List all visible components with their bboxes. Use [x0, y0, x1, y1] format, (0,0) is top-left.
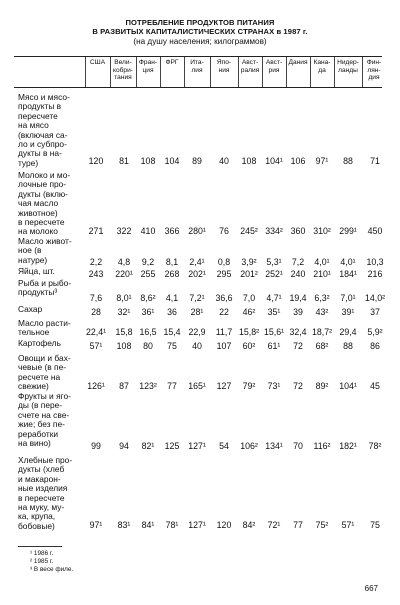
table-cell: 75 [167, 341, 177, 351]
table-cell: 11,7 [215, 327, 233, 337]
row-label-line: Фрукты и яго- [18, 391, 71, 401]
row-label-line: Мясо и мясо- [18, 92, 70, 102]
column-header-line: дия [368, 74, 380, 82]
table-cell: 127¹ [188, 520, 206, 530]
table-cell: 22,4¹ [85, 327, 107, 337]
table-cell: 6,3² [314, 293, 330, 303]
table-cell: 88 [343, 156, 353, 166]
table-cell: 243 [88, 269, 104, 279]
row-label-line: (включая са- [18, 129, 68, 140]
table-cell: 271 [88, 226, 104, 236]
column-header-line: лия [191, 66, 203, 74]
table-cell: 9,2 [141, 257, 155, 267]
column-header [334, 59, 362, 74]
row-label-line: Овощи и бах- [18, 353, 71, 363]
table-cell: 7,0¹ [340, 293, 356, 303]
table-cell: 45 [370, 381, 380, 391]
table-cell: 334² [265, 226, 283, 236]
footnote-rule [18, 546, 62, 547]
table-cell: 77 [167, 381, 177, 391]
column-header-line: лян- [367, 66, 381, 74]
row-label-line: пересчете [18, 110, 58, 121]
table-cell: 310² [313, 226, 331, 236]
table-cell: 18,7² [311, 327, 333, 337]
table-cell: 99 [91, 441, 101, 451]
table-cell: 89 [192, 156, 202, 166]
row-label-line: на муку, му- [18, 502, 65, 513]
table-cell: 16,5 [139, 327, 157, 337]
table-cell: 2,4¹ [189, 257, 205, 267]
row-label [18, 354, 88, 392]
table-cell: 72 [293, 341, 303, 351]
table-cell: 2,2 [89, 257, 103, 267]
table-cell: 82¹ [141, 441, 155, 451]
table-cell: 104 [164, 156, 180, 166]
row-label-line: туре) [18, 157, 39, 168]
table-cell: 104¹ [339, 381, 357, 391]
table-cell: 220¹ [115, 269, 133, 279]
table-cell: 80 [143, 341, 153, 351]
table-cell: 37 [370, 307, 380, 317]
column-header-line: Кана- [313, 59, 331, 66]
row-label-line: натуре) [18, 254, 48, 265]
table-cell: 7,6 [89, 293, 103, 303]
table-cell: 72¹ [267, 520, 281, 530]
column-header-line: США [89, 59, 106, 66]
table-cell: 76 [219, 226, 229, 236]
table-cell: 7,2¹ [189, 293, 205, 303]
column-header [184, 59, 210, 74]
table-cell: 7,2 [291, 257, 305, 267]
row-label [18, 456, 88, 531]
table-cell: 22,9 [188, 327, 206, 337]
table-cell: 15,6¹ [263, 327, 285, 337]
column-header-line: да [318, 66, 326, 74]
row-label-line: в пересчете [18, 492, 65, 503]
table-cell: 22 [219, 307, 229, 317]
row-label-line: Масло расти- [18, 318, 71, 328]
table-cell: 39¹ [341, 307, 355, 317]
table-cell: 322 [116, 226, 132, 236]
table-cell: 40 [219, 156, 229, 166]
row-label-line: ное (в [18, 245, 42, 256]
column-header-line: ланды [338, 66, 358, 74]
table-cell: 125 [164, 441, 180, 451]
table-cell: 450 [367, 226, 383, 236]
column-header [362, 59, 386, 82]
table-cell: 54 [219, 441, 229, 451]
row-label-line: продукты³ [18, 287, 58, 298]
footnote: ³ В весе филе. [30, 566, 74, 573]
table-cell: 299¹ [339, 226, 357, 236]
table-cell: 36,6 [215, 293, 233, 303]
table-cell: 60² [242, 341, 256, 351]
column-header [262, 59, 286, 74]
table-cell: 75² [315, 520, 329, 530]
row-label-line: дукты (вклю- [18, 188, 68, 199]
table-title-line-1: ПОТРЕБЛЕНИЕ ПРОДУКТОВ ПИТАНИЯ [125, 18, 275, 27]
table-cell: 4,7¹ [266, 293, 282, 303]
row-label-line: Сахар [18, 304, 43, 314]
table-cell: 360 [290, 226, 306, 236]
table-cell: 43² [315, 307, 329, 317]
table-cell: 202¹ [188, 269, 206, 279]
row-label-line: Хлебные про- [18, 455, 73, 465]
column-header [310, 59, 334, 74]
row-label-line: животное) [18, 207, 58, 218]
table-cell: 73¹ [267, 381, 281, 391]
table-cell: 61¹ [267, 341, 281, 351]
footnote: ¹ 1986 г. [30, 550, 54, 557]
column-header [210, 59, 238, 74]
table-cell: 15,8 [115, 327, 133, 337]
table-cell: 4,0¹ [340, 257, 356, 267]
table-cell: 72 [293, 381, 303, 391]
column-header [286, 59, 310, 67]
table-cell: 70 [293, 441, 303, 451]
table-cell: 216 [367, 269, 383, 279]
table-cell: 366 [164, 226, 180, 236]
row-label-line: ресчете на [18, 371, 61, 382]
row-label-line: тельное [18, 327, 50, 338]
table-cell: 104¹ [265, 156, 283, 166]
table-cell: 97¹ [315, 156, 329, 166]
table-cell: 120 [216, 520, 232, 530]
table-cell: 89² [315, 381, 329, 391]
table-cell: 107 [216, 341, 232, 351]
table-cell: 83¹ [117, 520, 131, 530]
row-label-line: ло и субпро- [18, 139, 67, 150]
table-cell: 5,3¹ [266, 257, 282, 267]
row-label-line: в пересчете [18, 217, 65, 228]
table-cell: 87 [119, 381, 129, 391]
column-header-line: тания [114, 74, 132, 82]
table-subtitle: (на душу населения; килограммов) [133, 37, 267, 46]
table-cell: 182¹ [339, 441, 357, 451]
table-cell: 7,0 [242, 293, 256, 303]
row-label-line: лочные про- [18, 179, 67, 190]
table-cell: 10,3 [366, 257, 384, 267]
table-cell: 252¹ [265, 269, 283, 279]
table-cell: 8,0¹ [116, 293, 132, 303]
row-label-line: дукты в на- [18, 148, 62, 159]
table-cell: 116² [313, 441, 331, 451]
table-cell: 108 [241, 156, 257, 166]
column-header [238, 59, 262, 74]
table-cell: 28¹ [190, 307, 204, 317]
row-label [18, 339, 88, 348]
table-cell: 88 [343, 341, 353, 351]
row-label-line: на мясо [18, 120, 49, 131]
row-label-line: чевые (в пе- [18, 362, 67, 373]
table-cell: 75 [370, 520, 380, 530]
table-cell: 106² [240, 441, 258, 451]
column-header-line: Вели- [114, 59, 132, 66]
table-cell: 108 [140, 156, 156, 166]
column-header [110, 59, 136, 82]
table-cell: 36¹ [141, 307, 155, 317]
table-cell: 165¹ [188, 381, 206, 391]
row-label-line: ды (в пере- [18, 400, 63, 411]
table-cell: 210¹ [313, 269, 331, 279]
table-cell: 19,4 [289, 293, 307, 303]
table-cell: 126¹ [87, 381, 105, 391]
row-label-line: жие; без пе- [18, 419, 65, 430]
row-label-line: чая масло [18, 198, 59, 209]
row-label-line: и макарон- [18, 473, 61, 484]
row-label-line: ка, крупа, [18, 511, 56, 522]
table-cell: 39 [293, 307, 303, 317]
table-cell: 4,1 [165, 293, 179, 303]
table-cell: 8,1 [165, 257, 179, 267]
row-label [18, 93, 88, 168]
row-label-line: на вино) [18, 438, 51, 449]
table-cell: 245² [240, 226, 258, 236]
table-cell: 106 [290, 156, 306, 166]
table-cell: 78² [368, 441, 382, 451]
table-cell: 108 [116, 341, 132, 351]
table-cell: 35¹ [267, 307, 281, 317]
row-label [18, 319, 88, 338]
table-cell: 97¹ [89, 520, 103, 530]
column-header-line: рия [268, 66, 280, 74]
table-cell: 28 [91, 307, 101, 317]
table-cell: 184¹ [339, 269, 357, 279]
row-label-line: Масло живот- [18, 236, 72, 246]
table-cell: 0,8 [217, 257, 231, 267]
table-cell: 15,4 [163, 327, 181, 337]
table-cell: 201² [240, 269, 258, 279]
row-label [18, 171, 88, 237]
column-header [160, 59, 184, 67]
column-header [136, 59, 160, 74]
table-cell: 5,9² [367, 327, 383, 337]
row-label-line: Картофель [18, 338, 61, 348]
table-cell: 78¹ [165, 520, 179, 530]
table-cell: 295 [216, 269, 232, 279]
column-header-line: Фран- [138, 59, 158, 66]
header-top-rule [14, 56, 382, 57]
table-cell: 57¹ [341, 520, 355, 530]
row-label [18, 305, 88, 314]
header-bottom-rule [14, 87, 382, 88]
row-label-line: счете на све- [18, 409, 70, 420]
table-cell: 36 [167, 307, 177, 317]
table-cell: 79² [242, 381, 256, 391]
table-cell: 3,9² [241, 257, 257, 267]
table-title-line-2: В РАЗВИТЫХ КАПИТАЛИСТИЧЕСКИХ СТРАНАХ в 1987 г. [92, 27, 308, 36]
row-label [18, 279, 88, 298]
column-header-line: Авст- [265, 59, 283, 66]
table-cell: 120 [88, 156, 104, 166]
row-label-line: Яйца, шт. [18, 266, 55, 276]
table-cell: 40 [192, 341, 202, 351]
table-cell: 71 [370, 156, 380, 166]
column-header-line: Ита- [190, 59, 204, 66]
row-label [18, 392, 88, 448]
table-cell: 240 [290, 269, 306, 279]
footnote: ² 1985 г. [30, 558, 54, 565]
table-cell: 4,8 [117, 257, 131, 267]
column-header-line: ралия [240, 66, 260, 74]
row-label [18, 267, 88, 276]
column-header [85, 59, 110, 67]
table-cell: 68² [315, 341, 329, 351]
table-cell: 134¹ [265, 441, 283, 451]
table-cell: 255 [140, 269, 156, 279]
table-cell: 123² [139, 381, 157, 391]
table-cell: 4,0¹ [314, 257, 330, 267]
column-header-line: Дания [288, 59, 308, 66]
table-cell: 280¹ [188, 226, 206, 236]
page-number: 667 [364, 584, 378, 593]
row-label-line: свежие) [18, 381, 49, 392]
table-cell: 8,6² [140, 293, 156, 303]
row-label-line: продукты в [18, 101, 62, 112]
row-label-line: на молоко [18, 226, 58, 237]
column-header-line: Нидер- [337, 59, 359, 66]
row-label-line: бобовые) [18, 520, 55, 531]
column-header-line: Фин- [366, 59, 382, 66]
table-cell: 32¹ [117, 307, 131, 317]
row-label [18, 237, 88, 265]
column-header-line: ция [142, 66, 154, 74]
table-cell: 14,0² [364, 293, 386, 303]
table-cell: 46² [242, 307, 256, 317]
row-label-line: дукты (хлеб [18, 464, 65, 475]
table-cell: 84² [242, 520, 256, 530]
row-label-line: Молоко и мо- [18, 170, 71, 180]
column-header-line: Япо- [216, 59, 232, 66]
table-cell: 127 [216, 381, 232, 391]
table-cell: 15,8² [238, 327, 260, 337]
row-label-line: Рыба и рыбо- [18, 278, 72, 288]
table-cell: 77 [293, 520, 303, 530]
column-header-line: кобри- [113, 66, 133, 74]
table-cell: 57¹ [89, 341, 103, 351]
table-cell: 410 [140, 226, 156, 236]
table-cell: 32,4 [289, 327, 307, 337]
table-cell: 81 [119, 156, 129, 166]
table-cell: 86 [370, 341, 380, 351]
table-cell: 127¹ [188, 441, 206, 451]
table-cell: 268 [164, 269, 180, 279]
column-header-line: ния [218, 66, 230, 74]
column-header-line: Авст- [241, 59, 259, 66]
table-cell: 94 [119, 441, 129, 451]
row-label-line: ные изделия [18, 483, 68, 494]
table-cell: 84¹ [141, 520, 155, 530]
row-label-line: реработки [18, 428, 59, 439]
column-header-line: ФРГ [165, 59, 179, 66]
table-cell: 29,4 [339, 327, 357, 337]
